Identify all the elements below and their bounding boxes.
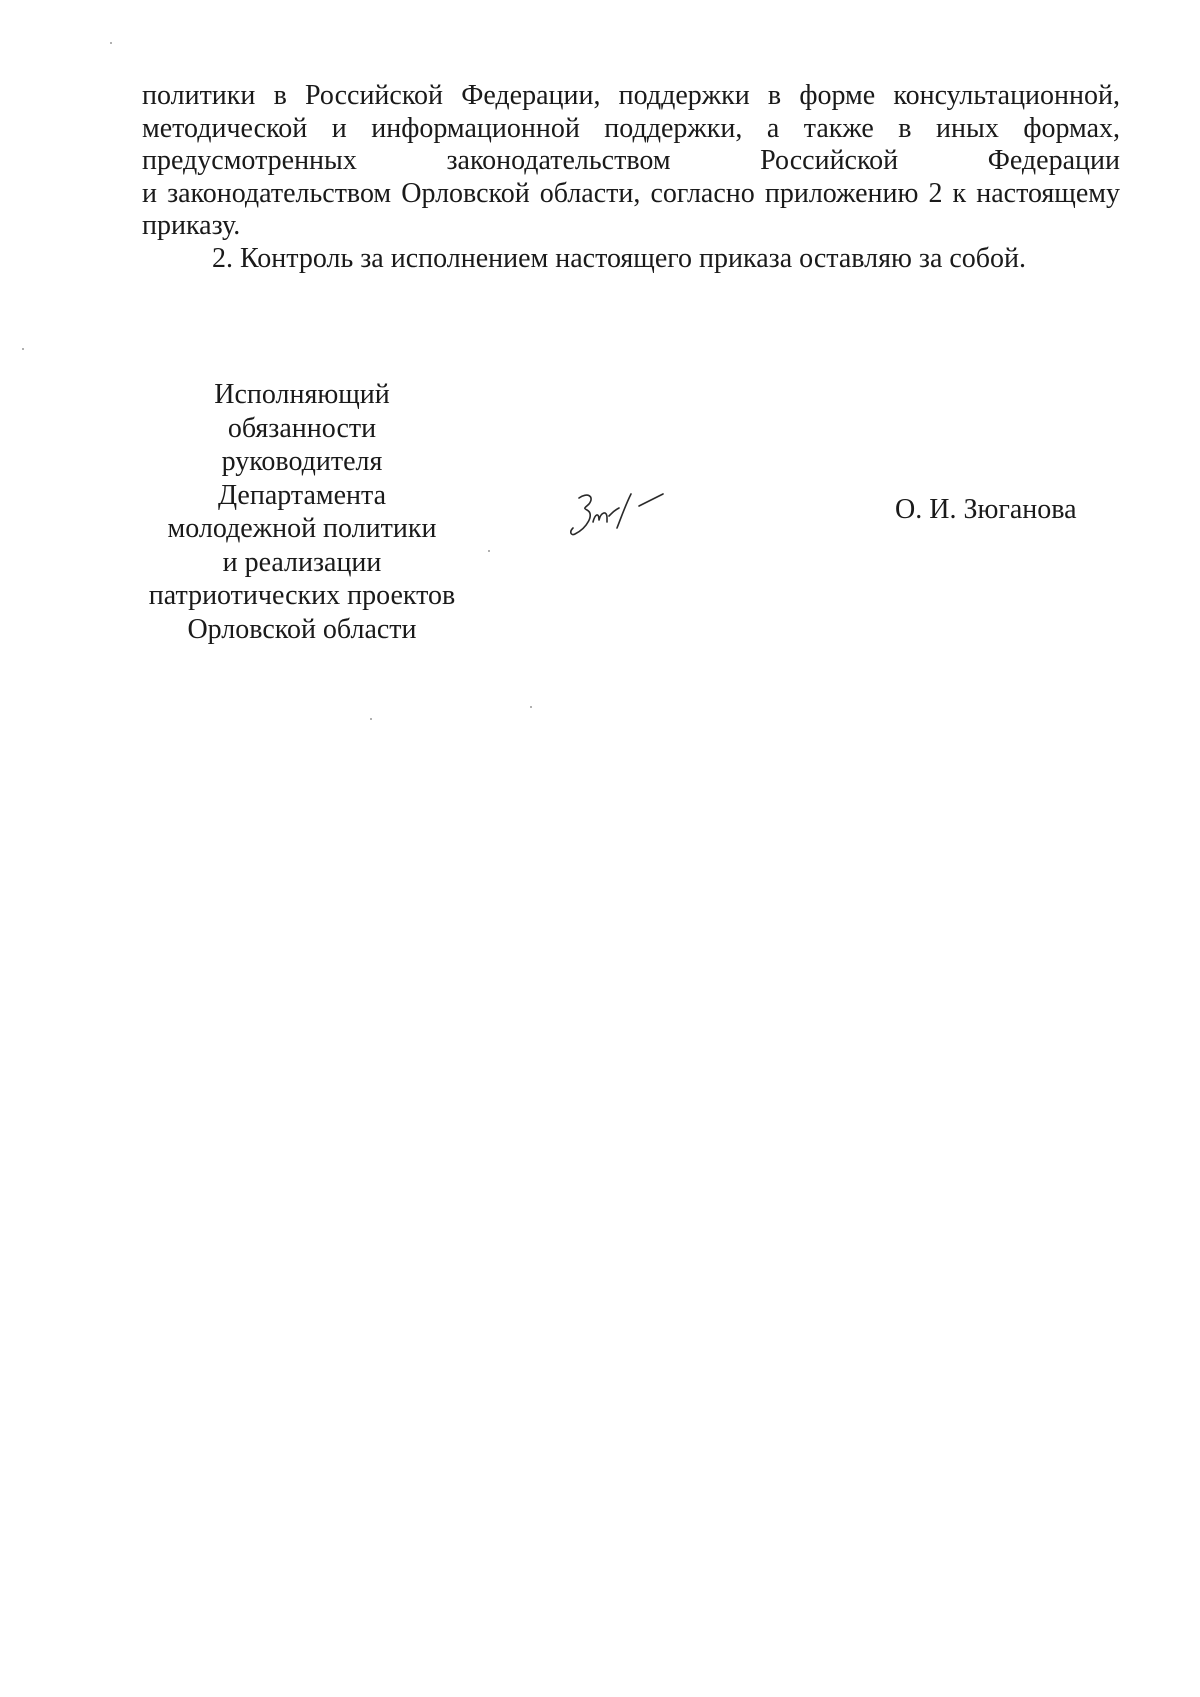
scan-speck (110, 42, 112, 44)
position-line: и реализации (222, 546, 382, 578)
handwritten-signature-icon (565, 488, 685, 546)
position-line: обязанности (227, 412, 377, 444)
body-line: приказу. (142, 210, 241, 241)
body-line: методической и информационной поддержки, а также в иных формах, (142, 112, 1120, 144)
position-line: руководителя (221, 446, 383, 477)
scan-speck (530, 706, 532, 708)
scan-speck (488, 550, 490, 552)
scan-speck (370, 718, 372, 720)
position-line: молодежной политики (167, 513, 437, 544)
position-line: Орловской области (187, 613, 417, 645)
document-body (142, 80, 1120, 275)
signatory-position (112, 378, 492, 646)
position-line: Департамента (217, 479, 387, 511)
body-line: политики в Российской Федерации, поддержки в форме консультационной, (142, 80, 1120, 111)
position-line: Исполняющий (214, 379, 390, 410)
clause-2: 2. Контроль за исполнением настоящего приказа оставляю за собой. (212, 242, 1027, 274)
scan-speck (22, 348, 24, 350)
signatory-name: О. И. Зюганова (895, 494, 1077, 525)
position-line: патриотических проектов (148, 580, 456, 611)
body-line: и законодательством Орловской области, согласно приложению 2 к настоящему (142, 177, 1120, 209)
body-line: предусмотренных законодательством Российской Федерации (142, 145, 1120, 176)
